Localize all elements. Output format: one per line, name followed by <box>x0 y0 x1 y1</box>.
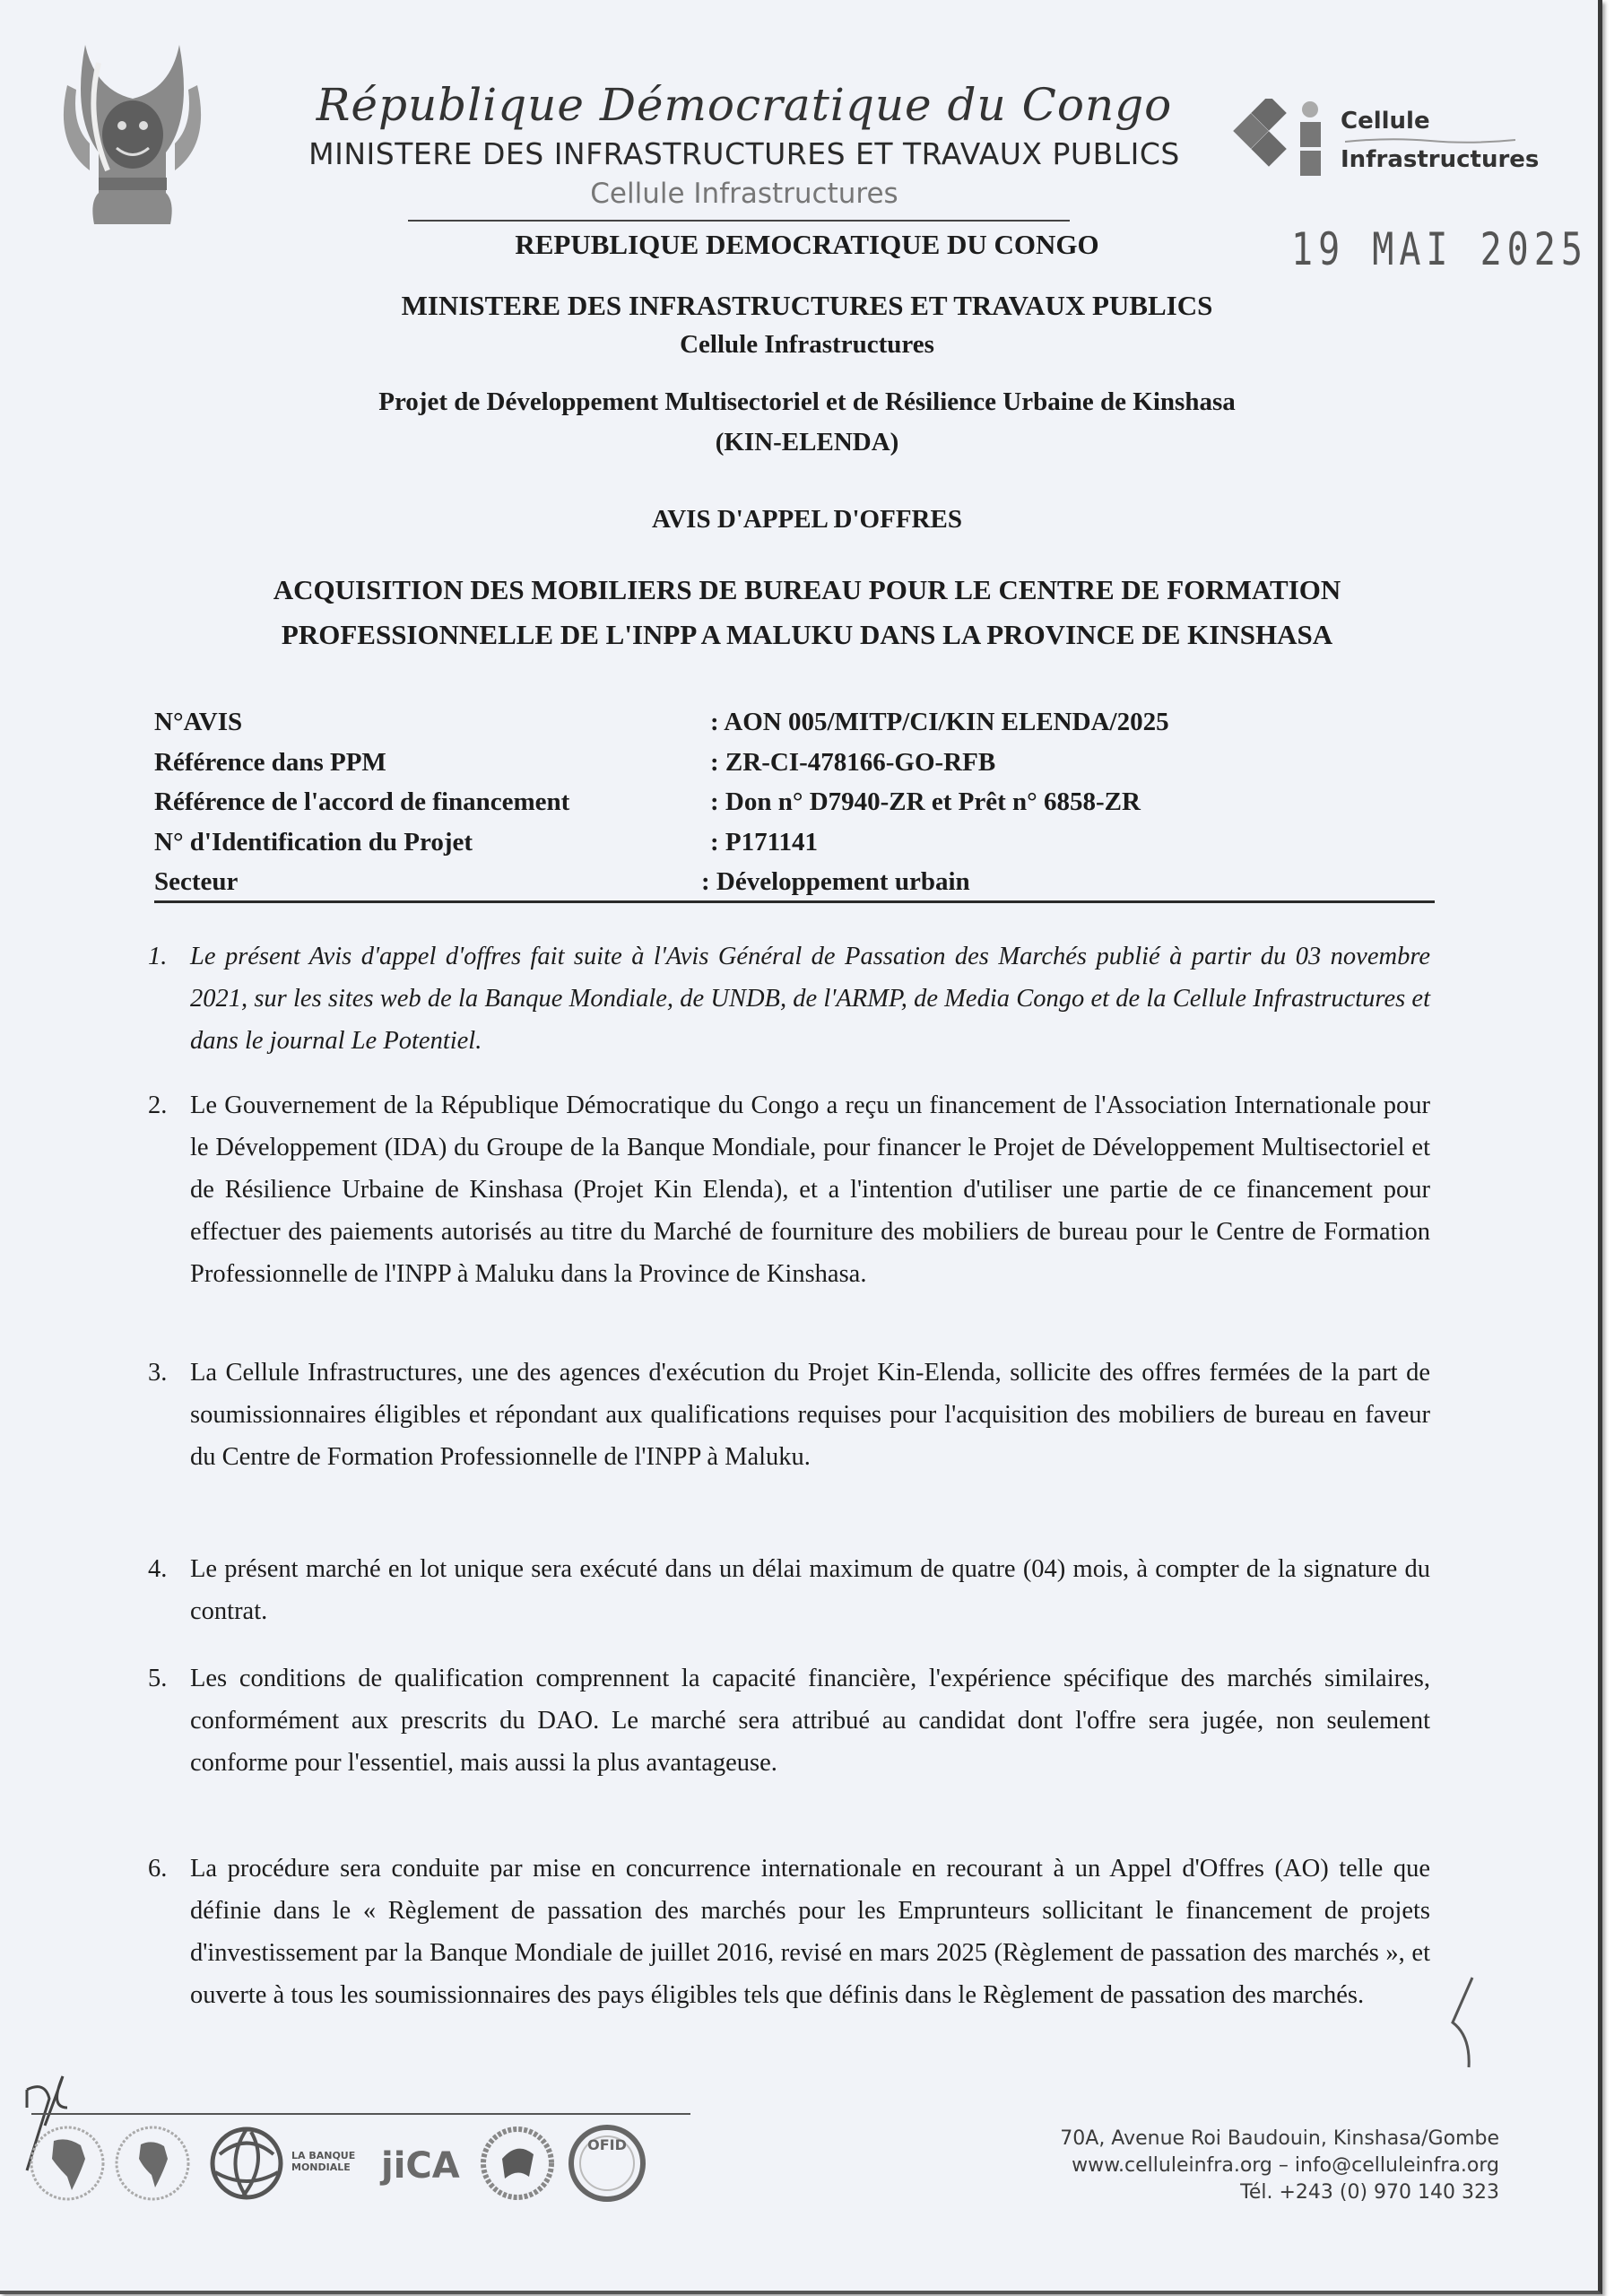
paragraph-text: Le présent marché en lot unique sera exécuté dans un délai maximum de quatre (04) mois, à compter de la signature du contrat. <box>190 1555 1430 1625</box>
info-label: N° d'Identification du Projet <box>154 827 473 857</box>
paragraph-6 <box>148 1848 1430 2016</box>
info-label: Référence dans PPM <box>154 747 386 777</box>
info-label: N°AVIS <box>154 708 243 736</box>
paragraph-number: 2. <box>148 1091 168 1119</box>
letterhead-divider <box>408 220 1070 222</box>
heading-project: Projet de Développement Multisectoriel et de Résilience Urbaine de Kinshasa <box>378 387 1236 416</box>
world-bank-logo-icon <box>206 2123 287 2204</box>
date-stamp: 19 MAI 2025 <box>1291 224 1588 276</box>
svg-text:OFID: OFID <box>587 2136 627 2153</box>
heading-ministry: MINISTERE DES INFRASTRUCTURES ET TRAVAUX PUBLICS <box>401 290 1213 321</box>
paragraph-number: 1. <box>148 943 168 970</box>
cellule-infrastructures-logo-icon <box>1233 99 1336 179</box>
info-label: Référence de l'accord de financement <box>154 787 570 816</box>
badea-logo-icon <box>480 2123 556 2204</box>
info-value: : ZR-CI-478166-GO-RFB <box>710 747 996 777</box>
world-bank-label <box>291 2150 355 2173</box>
notice-title-line1: ACQUISITION DES MOBILIERS DE BUREAU POUR LE CENTRE DE FORMATION <box>273 574 1341 605</box>
paragraph-4 <box>148 1548 1430 1632</box>
heading-project-short: (KIN-ELENDA) <box>715 428 899 457</box>
letterhead-ministry: MINISTERE DES INFRASTRUCTURES ET TRAVAUX PUBLICS <box>308 136 1180 171</box>
footer-divider <box>31 2113 690 2115</box>
logo-text-cellule: Cellule <box>1341 108 1430 135</box>
logo-text-infrastructures: Infrastructures <box>1341 146 1540 173</box>
logo-swoosh-decoration <box>1345 137 1515 144</box>
info-row <box>154 743 1436 783</box>
paragraph-number: 5. <box>148 1665 168 1692</box>
paragraph-1 <box>148 935 1430 1062</box>
paragraph-text: La Cellule Infrastructures, une des agences d'exécution du Projet Kin-Elenda, sollicite des offres fermées de la part de soumissionnaires éligibles et répondant aux qualifications requises pour l'acquisition des mobiliers de bureau en faveur du Centre de Formation Professionnelle de l'INPP à Maluku. <box>190 1359 1430 1471</box>
heading-country: REPUBLIQUE DEMOCRATIQUE DU CONGO <box>515 229 1099 260</box>
paragraph-text: Les conditions de qualification comprennent la capacité financière, l'expérience spécifique des marchés similaires, conformément aux prescrits du DAO. Le marché sera attribué au candidat dont l'offre sera jugée, non seulement conforme pour l'essentiel, mais aussi la plus avantageuse. <box>190 1665 1430 1777</box>
paragraph-5 <box>148 1657 1430 1784</box>
footer-phone: Tél. +243 (0) 970 140 323 <box>1240 2181 1499 2204</box>
info-value: : P171141 <box>710 827 819 857</box>
notice-title-line2: PROFESSIONNELLE DE L'INPP A MALUKU DANS LA PROVINCE DE KINSHASA <box>281 619 1333 650</box>
info-value: : Don n° D7940-ZR et Prêt n° 6858-ZR <box>710 787 1141 816</box>
paragraph-number: 3. <box>148 1359 168 1387</box>
info-value: : Développement urbain <box>701 867 970 896</box>
paragraph-text: La procédure sera conduite par mise en concurrence internationale en recourant à un Appel d'Offres (AO) telle que définie dans le « Règlement de passation des marchés pour les Emprunteurs sollicitant le financement de projets d'investissement par la Banque Mondiale de juillet 2016, revisé en mars 2025 (Règlement de passation des marchés », et ouverte à tous les soumissionnaires des pays éligibles tels que définis dans le Règlement de passation des marchés. <box>190 1855 1430 2009</box>
notice-info-table <box>154 702 1436 902</box>
world-bank-label-line1: LA BANQUE <box>291 2150 356 2161</box>
footer-address: 70A, Avenue Roi Baudouin, Kinshasa/Gombe <box>1060 2127 1499 2150</box>
info-row <box>154 702 1436 743</box>
info-row <box>154 822 1436 863</box>
letterhead-unit: Cellule Infrastructures <box>590 178 898 210</box>
jica-logo-icon: jiCA <box>381 2145 460 2187</box>
paragraph-3 <box>148 1352 1430 1478</box>
african-development-bank-logo-icon <box>27 2123 108 2204</box>
handwritten-mark-icon <box>1444 1973 1488 2090</box>
info-row <box>154 782 1436 822</box>
paragraph-number: 4. <box>148 1555 168 1583</box>
world-bank-label-line2: MONDIALE <box>291 2161 351 2173</box>
footer-contact <box>1060 2126 1499 2206</box>
footer-web-email[interactable]: www.celluleinfra.org – info@celluleinfra.org <box>1072 2154 1499 2177</box>
paragraph-2 <box>148 1084 1430 1295</box>
heading-unit: Cellule Infrastructures <box>680 330 934 359</box>
paragraph-text: Le Gouvernement de la République Démocratique du Congo a reçu un financement de l'Association Internationale pour le Développement (IDA) du Groupe de la Banque Mondiale, pour financer le Projet de Développement Multisectoriel et de Résilience Urbaine de Kinshasa (Projet Kin Elenda), et a l'intention d'utiliser une partie de ce financement pour effectuer des paiements autorisés au titre du Marché de fourniture des mobiliers de bureau pour le Centre de Formation Professionnelle de l'INPP à Maluku dans la Province de Kinshasa. <box>190 1091 1430 1288</box>
info-value: : AON 005/MITP/CI/KIN ELENDA/2025 <box>710 708 1169 736</box>
partner-logos <box>27 2118 708 2204</box>
ofid-logo-icon <box>565 2123 650 2204</box>
info-label: Secteur <box>154 867 239 896</box>
paragraph-number: 6. <box>148 1855 168 1883</box>
paragraph-text: Le présent Avis d'appel d'offres fait suite à l'Avis Général de Passation des Marchés publié à partir du 03 novembre 2021, sur les sites web de la Banque Mondiale, de UNDB, de l'ARMP, de Media Congo et de la Cellule Infrastructures et dans le journal Le Potentiel. <box>190 943 1430 1055</box>
info-table-divider <box>154 900 1435 903</box>
african-development-fund-logo-icon <box>112 2123 193 2204</box>
letterhead-script-title: République Démocratique du Congo <box>316 79 1173 131</box>
notice-type: AVIS D'APPEL D'OFFRES <box>652 505 962 534</box>
drc-coat-of-arms-icon <box>36 36 215 229</box>
info-row <box>154 862 1436 902</box>
